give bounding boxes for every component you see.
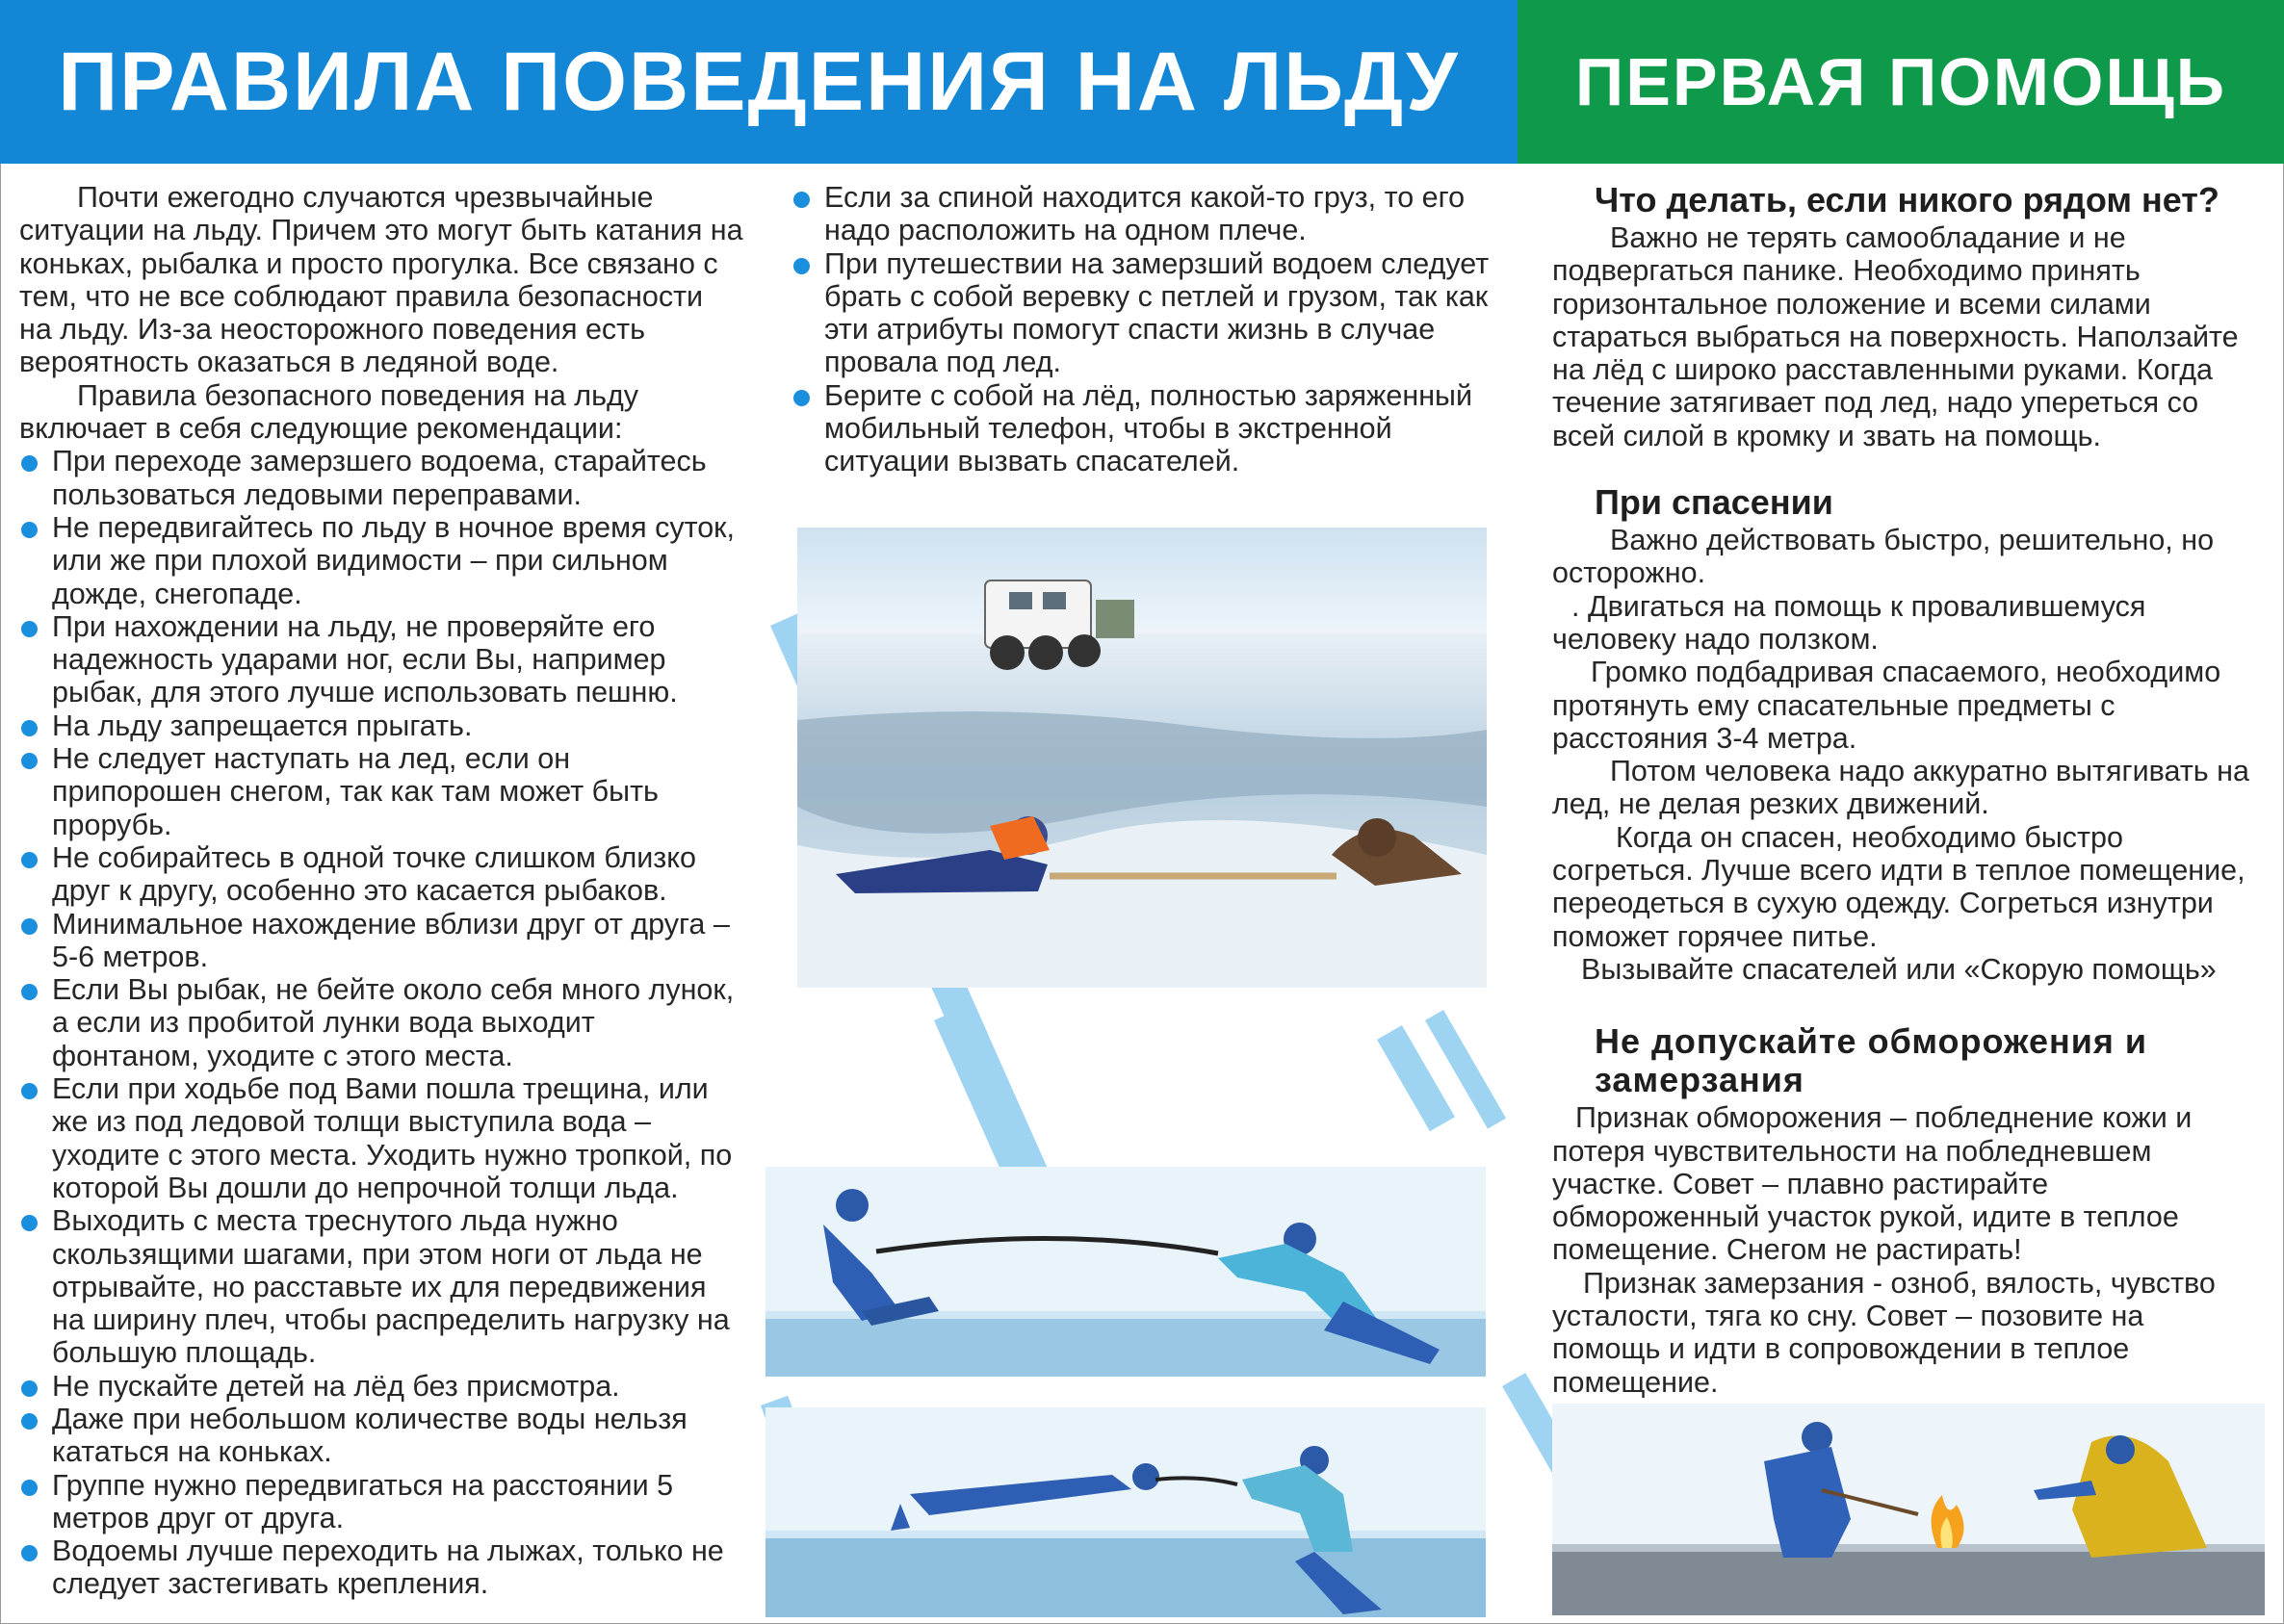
rule-item: При нахождении на льду, не проверяйте его надежность ударами ног, если Вы, например рыбак, для этого лучше использовать пешню. — [19, 610, 743, 709]
header-left — [0, 0, 1518, 164]
rescue-paragraph: . Двигаться на помощь к провалившемуся человеку надо ползком. — [1552, 589, 2146, 656]
rule-item: Выходить с места треснутого льда нужно скользящими шагами, при этом ноги от льда не отрывайте, но расставьте их для передвижения на ширину плеч, чтобы распределить нагрузку на большую площадь. — [19, 1204, 743, 1369]
rule-item: Не собирайтесь в одной точке слишком близко друг к другу, особенно это касается рыбаков. — [19, 841, 743, 908]
warming-fire-illustration — [1552, 1404, 2265, 1615]
rule-item: Если за спиной находится какой-то груз, то его надо расположить на одном плече. — [792, 181, 1494, 247]
rule-item: Даже при небольшом количестве воды нельзя кататься на коньках. — [19, 1403, 743, 1469]
crawling-rescue-illustration — [766, 1407, 1486, 1617]
rule-item: Не пускайте детей на лёд без присмотра. — [19, 1370, 743, 1403]
rule-item: Водоемы лучше переходить на лыжах, только не следует застегивать крепления. — [19, 1534, 743, 1601]
left-column — [19, 181, 743, 1601]
rescue-paragraph: Потом человека надо аккуратно вытягивать на лед, не делая резких движений. — [1552, 755, 2249, 821]
middle-column — [792, 181, 1494, 478]
rescue-photo — [797, 528, 1487, 988]
rules-lead: Правила безопасного поведения на льду включает в себя следующие рекомендации: — [19, 378, 639, 446]
frostbite-paragraph: Признак обморожения – побледнение кожи и потеря чувствительности на побледневшем участке. Совет – плавно растирайте обмороженный участок рукой, идите в теплое помещение. Снегом не растирать! — [1552, 1101, 2193, 1267]
rescue-paragraph: Когда он спасен, необходимо быстро согреться. Лучше всего идти в теплое помещение, переодеться в сухую одежду. Согреться изнутри поможет горячее питье. — [1552, 820, 2245, 953]
rule-item: Не следует наступать на лед, если он припорошен снегом, так как там может быть прорубь. — [19, 742, 743, 841]
frostbite-paragraph: Признак замерзания - озноб, вялость, чувство усталости, тяга ко сну. Совет – позовите на помощь и идти в сопровождении в теплое помещение. — [1552, 1266, 2216, 1399]
section-title-alone: Что делать, если никого рядом нет? — [1595, 180, 2219, 219]
rule-item: При переходе замерзшего водоема, старайтесь пользоваться ледовыми переправами. — [19, 445, 743, 511]
section-title-rescue: При спасении — [1595, 482, 1833, 523]
rescue-paragraph: Вызывайте спасателей или «Скорую помощь» — [1581, 952, 2217, 986]
rule-item: Берите с собой на лёд, полностью заряженный мобильный телефон, чтобы в экстренной ситуации вызвать спасателей. — [792, 379, 1494, 478]
section-title-frostbite: Не допускайте обморожения и замерзания — [1595, 1021, 2148, 1100]
rule-item: Минимальное нахождение вблизи друг от друга – 5-6 метров. — [19, 908, 743, 974]
rescue-paragraph: Громко подбадривая спасаемого, необходимо протянуть ему спасательные предметы с расстояния 3-4 метра. — [1552, 656, 2221, 755]
rule-item: Группе нужно передвигаться на расстоянии 5 метров друг от друга. — [19, 1469, 743, 1535]
alone-paragraph: Важно не терять самообладание и не подвергаться панике. Необходимо принять горизонтальное положение и всеми силами стараться выбраться на поверхность. Наползайте на лёд с широко расставленными руками. Когда течение затягивает под лед, надо упереться со всей силой в кромку и звать на помощь. — [1552, 221, 2239, 452]
rope-rescue-illustration — [766, 1167, 1486, 1377]
first-aid-title: ПЕРВАЯ ПОМОЩЬ — [1574, 44, 2227, 119]
rule-item: Если Вы рыбак, не бейте около себя много лунок, а если из пробитой лунки вода выходит фонтаном, уходите с этого места. — [19, 973, 743, 1072]
rule-item: При путешествии на замерзший водоем следует брать с собой веревку с петлей и грузом, так как эти атрибуты помогут спасти жизнь в случае провала под лед. — [792, 247, 1494, 379]
intro-paragraph: Почти ежегодно случаются чрезвычайные ситуации на льду. Причем это могут быть катания на коньках, рыбалка и просто прогулка. Все связано с тем, что не все соблюдают правила безопасности на льду. Из-за неосторожного поведения есть вероятность оказаться в ледяной воде. — [19, 181, 743, 379]
header-right — [1518, 0, 2284, 164]
rule-item: На льду запрещается прыгать. — [19, 709, 743, 742]
rule-item: Если при ходьбе под Вами пошла трещина, или же из под ледовой толщи выступила вода – уходите с этого места. Уходить нужно тропкой, по которой Вы дошли до непрочной толщи льда. — [19, 1072, 743, 1204]
right-column — [1552, 181, 2253, 1399]
rule-item: Не передвигайтесь по льду в ночное время суток, или же при плохой видимости – при сильном дожде, снегопаде. — [19, 511, 743, 610]
rescue-paragraph: Важно действовать быстро, решительно, но осторожно. — [1552, 524, 2215, 590]
main-title: ПРАВИЛА ПОВЕДЕНИЯ НА ЛЬДУ — [58, 35, 1460, 128]
